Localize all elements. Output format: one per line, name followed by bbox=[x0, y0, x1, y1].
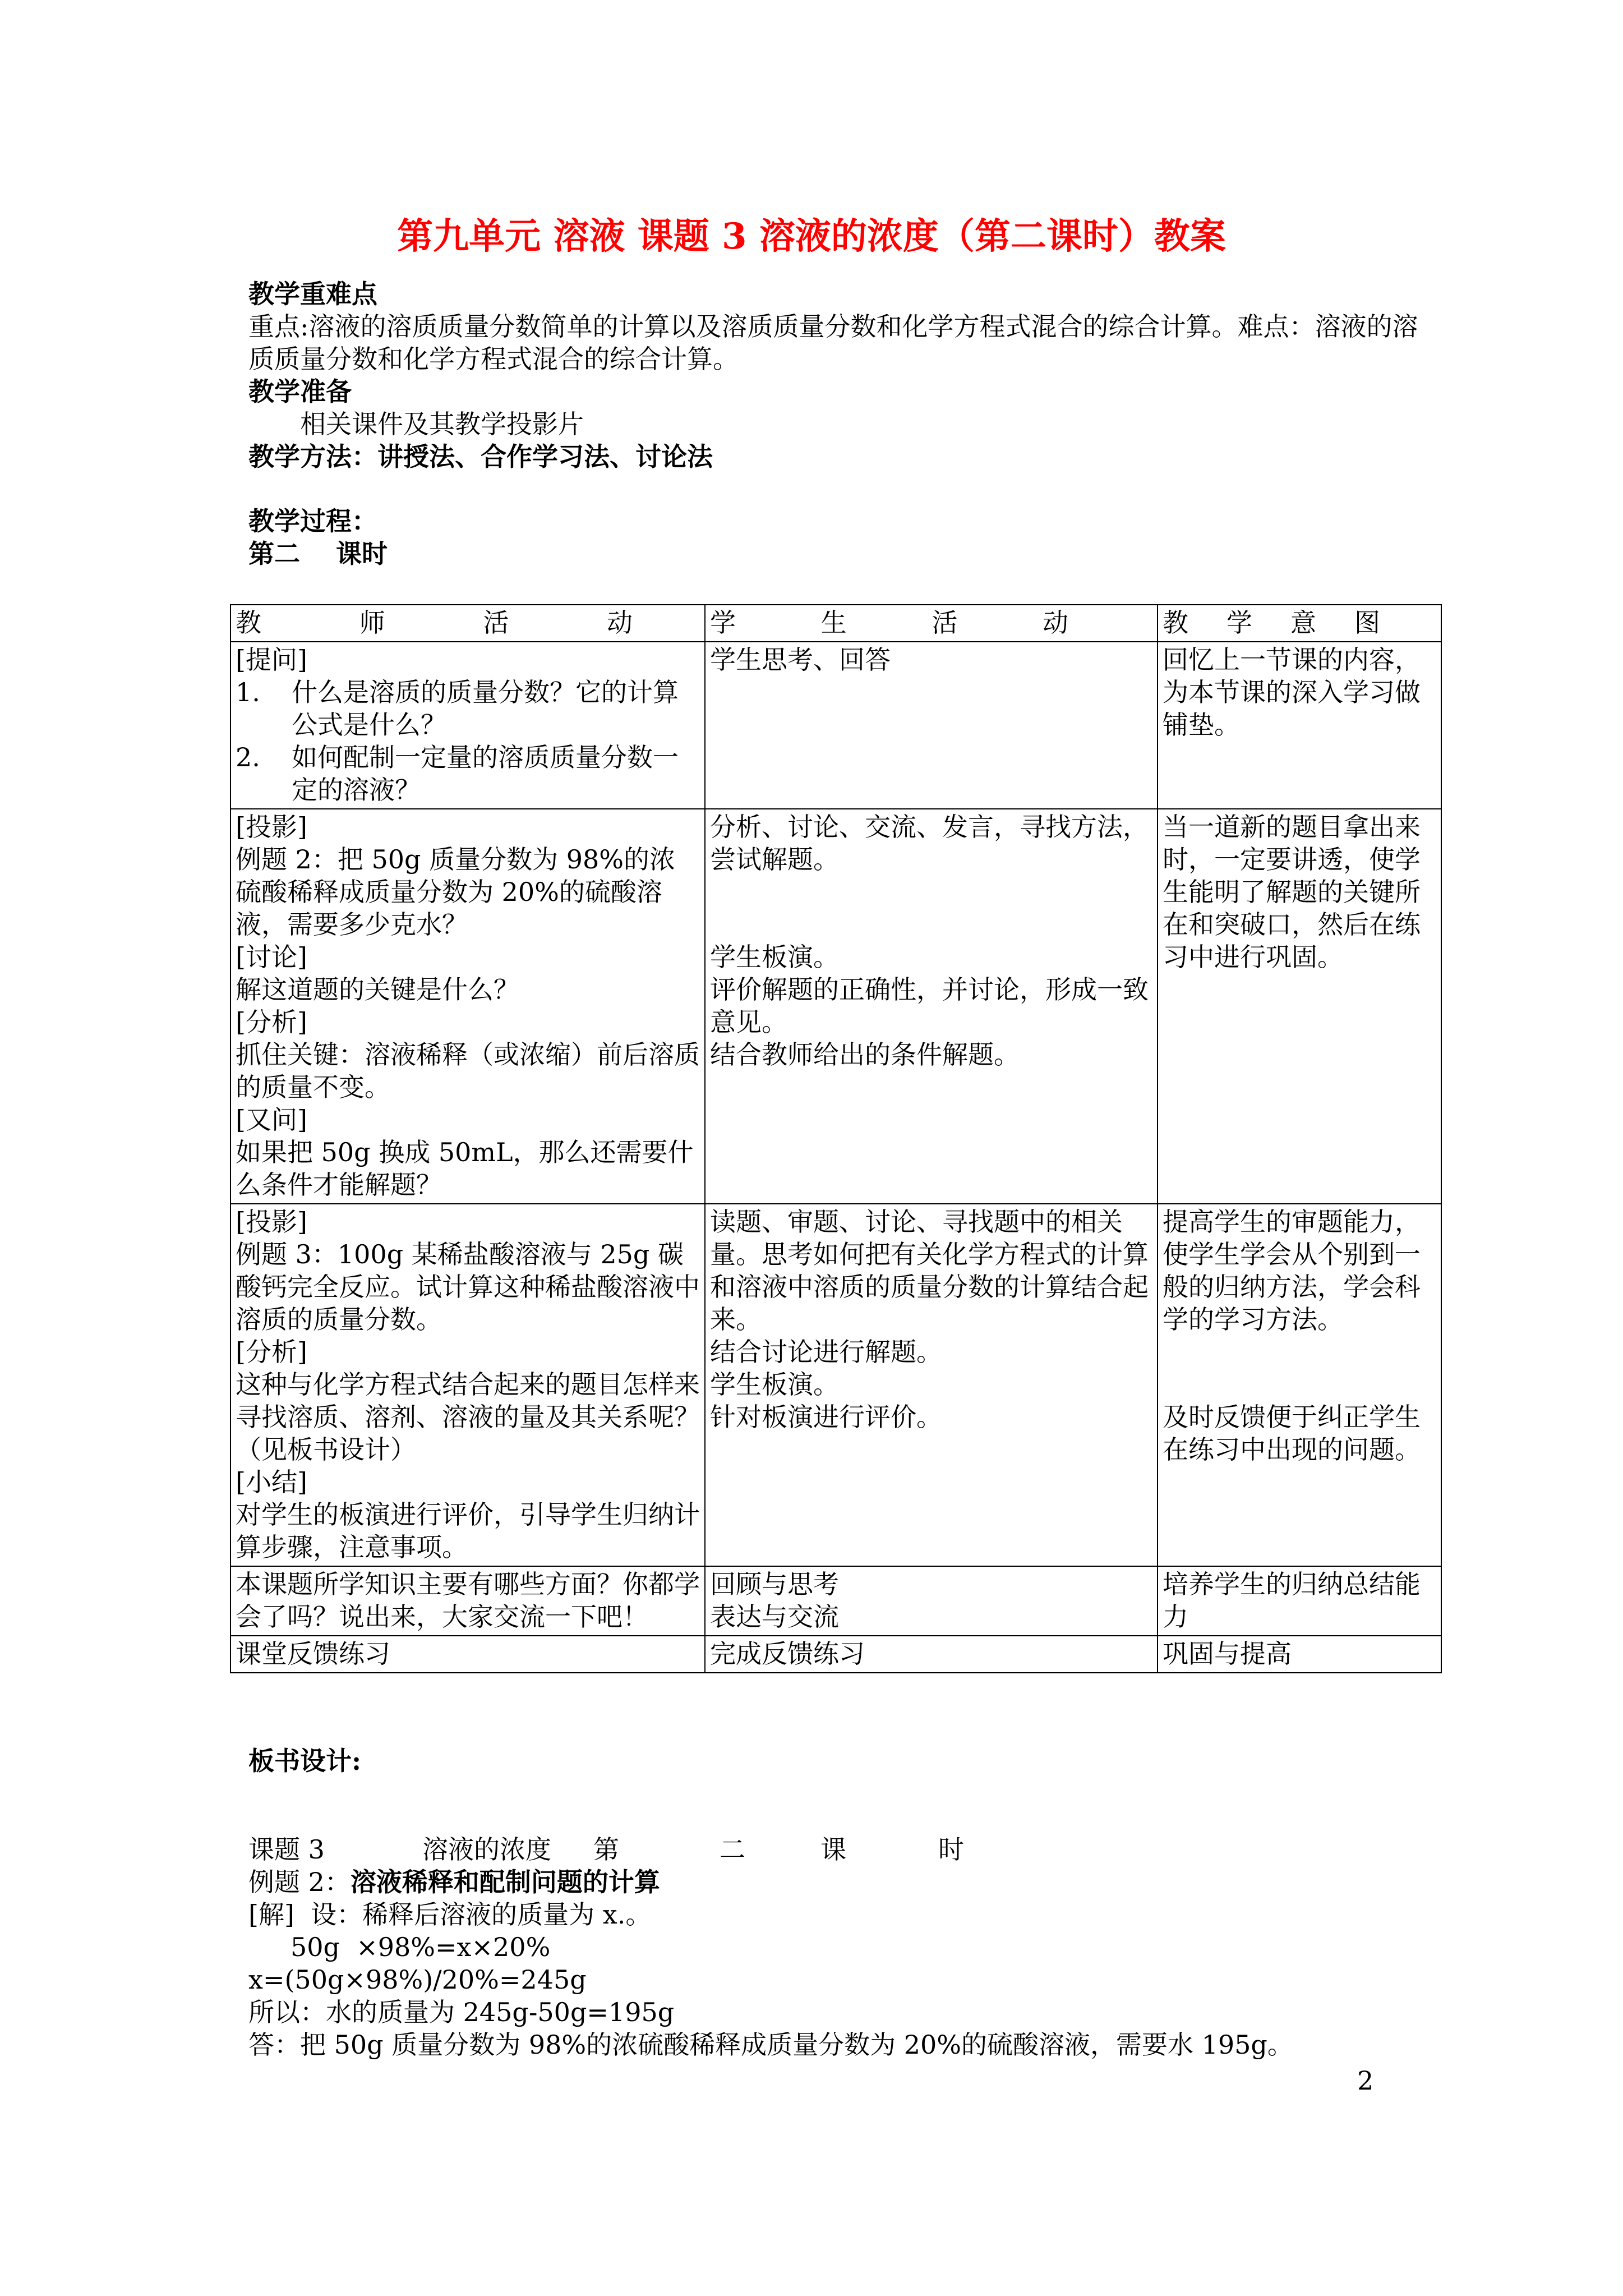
list-item: 2. 如何配制一定量的溶质质量分数一定的溶液？ bbox=[236, 742, 679, 805]
teaching-intent-cell: 提高学生的审题能力，使学生学会从个别到一般的归纳方法，学会科学的学习方法。 及时反馈便于纠正学生在练习中出现的问题。 bbox=[1158, 1204, 1441, 1566]
table-row bbox=[230, 642, 1441, 809]
page-title: 第九单元 溶液 课题 3 溶液的浓度（第二课时）教案 bbox=[397, 215, 1226, 257]
board-answer-line: 答：把 50g 质量分数为 98%的浓硫酸稀释成质量分数为 20%的硫酸溶液，需要水 195g。 bbox=[248, 2030, 1293, 2060]
period-label: 第二 课时 bbox=[248, 539, 388, 569]
teacher-activity-cell: 本课题所学知识主要有哪些方面？你都学会了吗？说出来，大家交流一下吧！ bbox=[230, 1566, 705, 1636]
method-line: 教学方法：讲授法、合作学习法、讨论法 bbox=[248, 441, 713, 472]
teaching-intent-cell: 培养学生的归纳总结能力 bbox=[1158, 1566, 1441, 1636]
table-row bbox=[230, 1566, 1441, 1636]
process-heading: 教学过程： bbox=[248, 506, 377, 536]
board-calc-line: x=(50g×98%)/20%=245g bbox=[248, 1964, 587, 1995]
table-header-row bbox=[230, 605, 1441, 642]
table-row bbox=[230, 1636, 1441, 1673]
teaching-intent-cell: 巩固与提高 bbox=[1158, 1636, 1441, 1673]
prep-heading: 教学准备 bbox=[248, 376, 352, 407]
teacher-activity-cell: [投影] 例题 2：把 50g 质量分数为 98%的浓硫酸稀释成质量分数为 20%的硫酸溶液，需要多少克水？ [讨论] 解这道题的关键是什么？ [分析] 抓住关键：溶液稀释（或浓缩）前后溶质的质量不变。 [又问] 如果把 50g 换成 50mL，那么还需要什么条件才能解题？ bbox=[230, 809, 705, 1204]
header-student-activity: 学 生 活 动 bbox=[705, 605, 1158, 642]
student-activity-cell: 读题、审题、讨论、寻找题中的相关量。思考如何把有关化学方程式的计算和溶液中溶质的质量分数的计算结合起来。 结合讨论进行解题。 学生板演。 针对板演进行评价。 bbox=[705, 1204, 1158, 1566]
student-activity-cell: 分析、讨论、交流、发言，寻找方法，尝试解题。 学生板演。 评价解题的正确性，并讨论，形成一致意见。 结合教师给出的条件解题。 bbox=[705, 809, 1158, 1204]
student-activity-cell: 完成反馈练习 bbox=[705, 1636, 1158, 1673]
page-number: 2 bbox=[1357, 2065, 1374, 2096]
teacher-activity-cell: 课堂反馈练习 bbox=[230, 1636, 705, 1673]
teacher-activity-cell: [投影] 例题 3：100g 某稀盐酸溶液与 25g 碳酸钙完全反应。试计算这种稀盐酸溶液中溶质的质量分数。 [分析] 这种与化学方程式结合起来的题目怎样来寻找溶质、溶剂、溶液的量及其关系呢？（见板书设计） [小结] 对学生的板演进行评价，引导学生归纳计算步骤，注意事项。 bbox=[230, 1204, 705, 1566]
board-equation-line: 50g ×98%=x×20% bbox=[291, 1932, 551, 1962]
teaching-intent-cell: 回忆上一节课的内容，为本节课的深入学习做铺垫。 bbox=[1158, 642, 1441, 809]
difficulty-heading: 教学重难点 bbox=[248, 279, 377, 309]
student-activity-cell: 回顾与思考 表达与交流 bbox=[705, 1566, 1158, 1636]
table-row bbox=[230, 809, 1441, 1204]
table-row bbox=[230, 1204, 1441, 1566]
document-page: 第九单元 溶液 课题 3 溶液的浓度（第二课时）教案 教学重难点 重点:溶液的溶质质量分数简单的计算以及溶质质量分数和化学方程式混合的综合计算。难点：溶液的溶质质量分数和化学方程式混合的综合计算。 教学准备 相关课件及其教学投影片 教学方法：讲授法、合作学习法、讨论法 教学过程： 第二 课时 教 师 活 动 学 生 活 动 教 学 意 图 [提问] 1. 什么是溶质的质量分数？它的计算公式是什么？ 2. 如何配制一定量的溶质质量分数一定的溶液？ 学生思考、回答 回忆上一节课的内容，为本节课的深入学习做铺垫。 [投影] 例题 2：把 50g 质量分数为 98%的浓硫酸稀释成质量分数为 20%的硫酸溶液，需要多少克水？ [讨论] 解这道题的关键是什么？ [分析] 抓住关键：溶液稀释（或浓缩）前后溶质的质量不变。 [又问] 如果把 50g 换成 50mL，那么还需要什么条件才能解题？ 分析、讨论、交流、发言，寻找方法，尝试解题。 学生板演。 评价解题的正确性，并讨论，形成一致意见。 结合教师给出的条件解题。 当一道新的题目拿出来时，一定要讲透，使学生能明了解题的关键所在和突破口，然后在练习中进行巩固。 [投影] 例题 3：100g 某稀盐酸溶液与 25g 碳酸钙完全反应。试计算这种稀盐酸溶液中溶质的质量分数。 [分析] 这种与化学方程式结合起来的题目怎样来寻找溶质、溶剂、溶液的量及其关系呢？（见板书设计） [小结] 对学生的板演进行评价，引导学生归纳计算步骤，注意事项。 读题、审题、讨论、寻找题中的相关量。思考如何把有关化学方程式的计算和溶液中溶质的质量分数的计算结合起来。 结合讨论进行解题。 学生板演。 针对板演进行评价。 提高学生的审题能力，使学生学会从个别到一般的归纳方法，学会科学的学习方法。 及时反馈便于纠正学生在练习中出现的问题。 本课题所学知识主要有哪些方面？你都学会了吗？说出来，大家交流一下吧！ 回顾与思考 表达与交流 培养学生的归纳总结能力 课堂反馈练习 完成反馈练习 巩固与提高 板书设计: 课题 3 溶液的浓度 第 二 课 时 例题 2：溶液稀释和配制问题的计算 [解] 设：稀释后溶液的质量为 x.。 50g ×98%=x×20% x=(50g×98%)/20%=245g 所以：水的质量为 245g-50g=195g 答：把 50g 质量分数为 98%的浓硫酸稀释成质量分数为 20%的硫酸溶液，需要水 195g。 2 bbox=[0, 0, 1623, 2296]
teaching-process-table bbox=[230, 604, 1442, 1673]
board-solution-line: [解] 设：稀释后溶液的质量为 x.。 bbox=[248, 1899, 652, 1930]
list-item: 1. 什么是溶质的质量分数？它的计算公式是什么？ bbox=[236, 677, 679, 740]
board-water-line: 所以：水的质量为 245g-50g=195g bbox=[248, 1997, 675, 2027]
difficulty-text: 重点:溶液的溶质质量分数简单的计算以及溶质质量分数和化学方程式混合的综合计算。难点：溶液的溶质质量分数和化学方程式混合的综合计算。 bbox=[248, 311, 1418, 374]
header-teaching-intent: 教 学 意 图 bbox=[1158, 605, 1441, 642]
board-example-title: 例题 2：溶液稀释和配制问题的计算 bbox=[248, 1867, 660, 1897]
board-design-heading: 板书设计: bbox=[248, 1746, 361, 1776]
header-teacher-activity: 教 师 活 动 bbox=[230, 605, 705, 642]
teacher-activity-cell: [提问] 1. 什么是溶质的质量分数？它的计算公式是什么？ 2. 如何配制一定量的溶质质量分数一定的溶液？ bbox=[230, 642, 705, 809]
prep-text: 相关课件及其教学投影片 bbox=[300, 409, 584, 439]
student-activity-cell: 学生思考、回答 bbox=[705, 642, 1158, 809]
teaching-intent-cell: 当一道新的题目拿出来时，一定要讲透，使学生能明了解题的关键所在和突破口，然后在练习中进行巩固。 bbox=[1158, 809, 1441, 1204]
